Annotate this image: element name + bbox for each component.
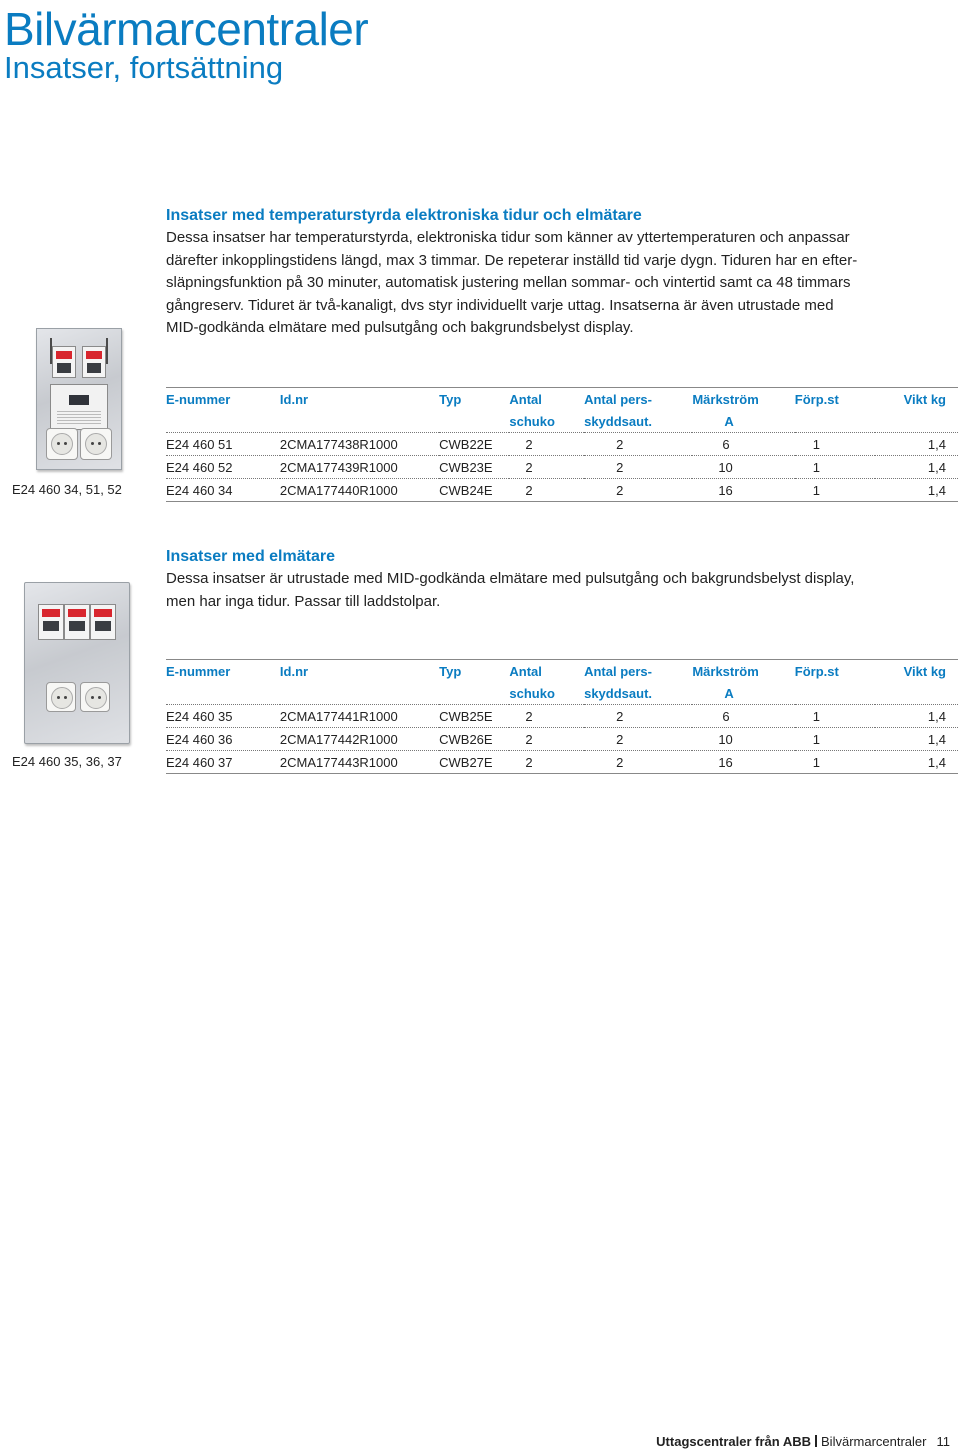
cell-idnr: 2CMA177439R1000 (280, 456, 439, 479)
col-header-antal: Antal (509, 388, 584, 411)
cell-antal-pers: 2 (584, 456, 692, 479)
spec-table-meters (166, 659, 958, 774)
cell-antal-pers: 2 (584, 479, 692, 502)
col-header-typ: Typ (439, 388, 509, 411)
section-timer-meters (166, 205, 960, 340)
cell-markstrom: 16 (692, 751, 794, 774)
product-caption: E24 460 35, 36, 37 (12, 754, 122, 769)
cell-forp: 1 (795, 456, 875, 479)
page-title: Bilvärmarcentraler (4, 3, 369, 55)
cell-forp: 1 (795, 479, 875, 502)
cell-enummer: E24 460 34 (166, 479, 280, 502)
section-heading: Insatser med temperaturstyrda elektroniska tidur och elmätare (166, 207, 642, 224)
cell-typ: CWB26E (439, 728, 509, 751)
cell-markstrom: 10 (692, 456, 794, 479)
cell-typ: CWB27E (439, 751, 509, 774)
body-line: släpningsfunktion på 30 minuter, automatisk justering mellan sommar- och vintertid samt ca 48 timmars (166, 274, 851, 292)
cell-markstrom: 6 (692, 433, 794, 456)
body-line: därefter inkopplingstidens längd, max 3 timmar. De repeterar inställd tid varje dygn. Tiduren har en efter- (166, 251, 858, 269)
cell-idnr: 2CMA177438R1000 (280, 433, 439, 456)
table-row (166, 456, 958, 479)
table-header-row (166, 410, 958, 433)
cell-typ: CWB25E (439, 705, 509, 728)
page-subtitle: Insatser, fortsättning (4, 50, 284, 85)
col-subheader (795, 682, 875, 705)
cell-antal: 2 (509, 728, 584, 751)
col-subheader (280, 682, 439, 705)
cell-idnr: 2CMA177441R1000 (280, 705, 439, 728)
cell-forp: 1 (795, 433, 875, 456)
col-subheader (439, 410, 509, 433)
col-header-enummer: E-nummer (166, 388, 280, 411)
cell-antal: 2 (509, 751, 584, 774)
col-header-forp: Förp.st (795, 388, 875, 411)
cell-enummer: E24 460 51 (166, 433, 280, 456)
col-subheader-schuko: schuko (509, 413, 555, 429)
product-caption: E24 460 34, 51, 52 (12, 482, 122, 497)
cell-antal-pers: 2 (584, 728, 692, 751)
cell-forp: 1 (795, 705, 875, 728)
col-subheader-skyddsaut: skyddsaut. (584, 413, 653, 429)
cell-antal-pers: 2 (584, 751, 692, 774)
col-subheader (875, 682, 958, 705)
cell-idnr: 2CMA177442R1000 (280, 728, 439, 751)
cell-typ: CWB24E (439, 479, 509, 502)
cell-enummer: E24 460 36 (166, 728, 280, 751)
cell-enummer: E24 460 37 (166, 751, 280, 774)
col-header-markstrom: Märkström (692, 660, 794, 683)
table-row (166, 433, 958, 456)
col-header-forp: Förp.st (795, 660, 875, 683)
col-subheader (166, 682, 280, 705)
product-image-meters (24, 582, 130, 744)
cell-typ: CWB22E (439, 433, 509, 456)
section-body (166, 227, 960, 340)
col-header-antal-pers: Antal pers- (584, 660, 692, 683)
cell-forp: 1 (795, 728, 875, 751)
spec-table-timer-meters (166, 387, 958, 502)
col-header-antal-pers: Antal pers- (584, 388, 692, 411)
footer-brand: Uttagscentraler från ABB (656, 1434, 812, 1449)
cell-antal-pers: 2 (584, 705, 692, 728)
col-header-vikt: Vikt kg (875, 388, 958, 411)
col-subheader-skyddsaut: skyddsaut. (584, 685, 653, 701)
page-number: 11 (936, 1434, 950, 1449)
table-header-row (166, 388, 958, 411)
col-header-idnr: Id.nr (280, 388, 439, 411)
col-header-enummer: E-nummer (166, 660, 280, 683)
table-header-row (166, 682, 958, 705)
table-row (166, 728, 958, 751)
col-header-vikt: Vikt kg (875, 660, 958, 683)
cell-vikt: 1,4 (875, 456, 958, 479)
body-line: gångreserv. Tiduret är två-kanaligt, dvs styr individuellt varje uttag. Insatserna är även utrustade med (166, 296, 834, 314)
cell-antal-pers: 2 (584, 433, 692, 456)
product-image-timer-meters (36, 328, 122, 470)
cell-antal: 2 (509, 433, 584, 456)
cell-idnr: 2CMA177440R1000 (280, 479, 439, 502)
cell-antal: 2 (509, 705, 584, 728)
col-header-antal: Antal (509, 660, 584, 683)
cell-markstrom: 6 (692, 705, 794, 728)
col-header-markstrom: Märkström (692, 388, 794, 411)
footer-separator (815, 1435, 817, 1447)
cell-antal: 2 (509, 479, 584, 502)
cell-typ: CWB23E (439, 456, 509, 479)
cell-vikt: 1,4 (875, 728, 958, 751)
col-subheader-a: A (724, 413, 734, 429)
cell-vikt: 1,4 (875, 751, 958, 774)
col-subheader (875, 410, 958, 433)
col-subheader-a: A (724, 685, 734, 701)
cell-markstrom: 16 (692, 479, 794, 502)
cell-vikt: 1,4 (875, 479, 958, 502)
table-header-row (166, 660, 958, 683)
footer-section: Bilvärmarcentraler (821, 1434, 927, 1449)
col-header-idnr: Id.nr (280, 660, 439, 683)
body-line: Dessa insatser är utrustade med MID-godkända elmätare med pulsutgång och bakgrundsbelyst display, (166, 570, 855, 587)
col-subheader (280, 410, 439, 433)
body-line: men har inga tidur. Passar till laddstolpar. (166, 592, 441, 610)
col-subheader (439, 682, 509, 705)
cell-vikt: 1,4 (875, 705, 958, 728)
section-meters (166, 546, 960, 613)
cell-antal: 2 (509, 456, 584, 479)
section-body (166, 568, 960, 613)
cell-vikt: 1,4 (875, 433, 958, 456)
page-footer (656, 1434, 950, 1449)
body-line: Dessa insatser har temperaturstyrda, elektroniska tidur som känner av yttertemperaturen och anpassar (166, 229, 850, 246)
cell-enummer: E24 460 35 (166, 705, 280, 728)
col-header-typ: Typ (439, 660, 509, 683)
col-subheader (795, 410, 875, 433)
col-subheader-schuko: schuko (509, 685, 555, 701)
table-row (166, 479, 958, 502)
table-row (166, 705, 958, 728)
section-heading: Insatser med elmätare (166, 548, 335, 565)
body-line: MID-godkända elmätare med pulsutgång och bakgrundsbelyst display. (166, 319, 634, 337)
table-row (166, 751, 958, 774)
cell-enummer: E24 460 52 (166, 456, 280, 479)
cell-markstrom: 10 (692, 728, 794, 751)
cell-idnr: 2CMA177443R1000 (280, 751, 439, 774)
col-subheader (166, 410, 280, 433)
cell-forp: 1 (795, 751, 875, 774)
